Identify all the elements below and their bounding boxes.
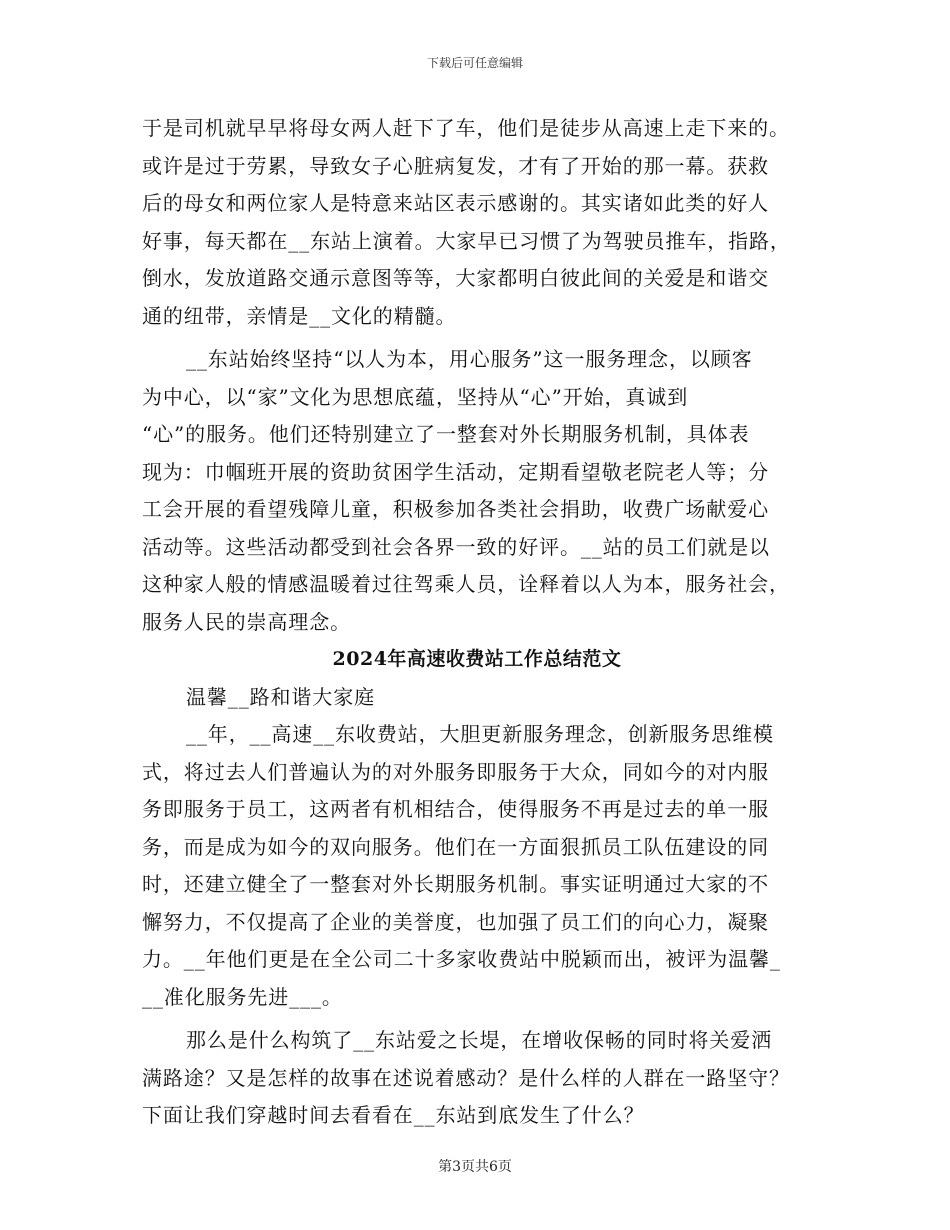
text-line: 那么是什么构筑了__东站爱之长堤，在增收保畅的同时将关爱洒: [186, 1028, 773, 1052]
text-line: 于是司机就早早将母女两人赶下了车，他们是徒步从高速上走下来的。: [142, 116, 790, 140]
text-line: __年，__高速__东收费站，大胆更新服务理念，创新服务思维模: [186, 722, 774, 746]
text-line: 后的母女和两位家人是特意来站区表示感谢的。其实诸如此类的好人: [142, 191, 769, 215]
text-line: 倒水，发放道路交通示意图等等，大家都明白彼此间的关爱是和谐交: [142, 266, 769, 290]
text-line: 满路途？又是怎样的故事在述说着感动？是什么样的人群在一路坚守？: [142, 1065, 790, 1090]
text-line: 现为：巾帼班开展的资助贫困学生活动，定期看望敬老院老人等；分: [142, 459, 769, 484]
text-line: 通的纽带，亲情是__文化的精髓。: [142, 303, 457, 328]
text-line: 式，将过去人们普遍认为的对外服务即服务于大众，同如今的对内服: [142, 759, 769, 784]
paragraph-story-intro: [142, 1022, 812, 1135]
text-line: __准化服务先进___。: [142, 984, 343, 1009]
text-line: 下面让我们穿越时间去看看在__东站到底发生了什么？: [142, 1103, 645, 1127]
text-line: “心”的服务。他们还特别建立了一整套对外长期服务机制，具体表: [142, 422, 750, 446]
text-line: 力。__年他们更是在全公司二十多家收费站中脱颖而出，被评为温馨_: [142, 947, 781, 971]
text-line: 服务人民的崇高理念。: [142, 609, 351, 634]
document-body: [142, 110, 812, 1135]
section-title: 2024年高速收费站工作总结范文: [332, 648, 622, 670]
text-line: 活动等。这些活动都受到社会各界一致的好评。__站的员工们就是以: [142, 534, 770, 559]
text-line: 务，而是成为如今的双向服务。他们在一方面狠抓员工队伍建设的同: [142, 834, 769, 859]
text-line: 好事，每天都在__东站上演着。大家早已习惯了为驾驶员推车，指路，: [142, 228, 791, 253]
text-line: 为中心，以“家”文化为思想底蕴，坚持从“心”开始，真诚到: [142, 384, 689, 409]
text-line: 懈努力，不仅提高了企业的美誉度，也加强了员工们的向心力，凝聚: [142, 909, 769, 934]
page-number-footer: 第3页共6页: [438, 1159, 512, 1175]
text-line: __东站始终坚持“以人为本，用心服务”这一服务理念，以顾客: [186, 347, 753, 371]
page-header: 下载后可任意编辑: [426, 56, 523, 70]
paragraph-service-innovation: [142, 716, 812, 1016]
text-line: 或许是过于劳累，导致女子心脏病复发，才有了开始的那一幕。获救: [142, 153, 769, 178]
paragraph-continuation: [142, 110, 812, 335]
text-line: 时，还建立健全了一整套对外长期服务机制。事实证明通过大家的不: [142, 872, 769, 896]
text-line: 工会开展的看望残障儿童，积极参加各类社会捐助，收费广场献爱心: [142, 497, 769, 521]
text-line: 这种家人般的情感温暖着过往驾乘人员，诠释着以人为本，服务社会，: [142, 572, 790, 596]
paragraph-service-philosophy: [142, 341, 812, 641]
section-subtitle: 温馨__路和谐大家庭: [186, 684, 375, 709]
text-line: 务即服务于员工，这两者有机相结合，使得服务不再是过去的单一服: [142, 797, 769, 821]
